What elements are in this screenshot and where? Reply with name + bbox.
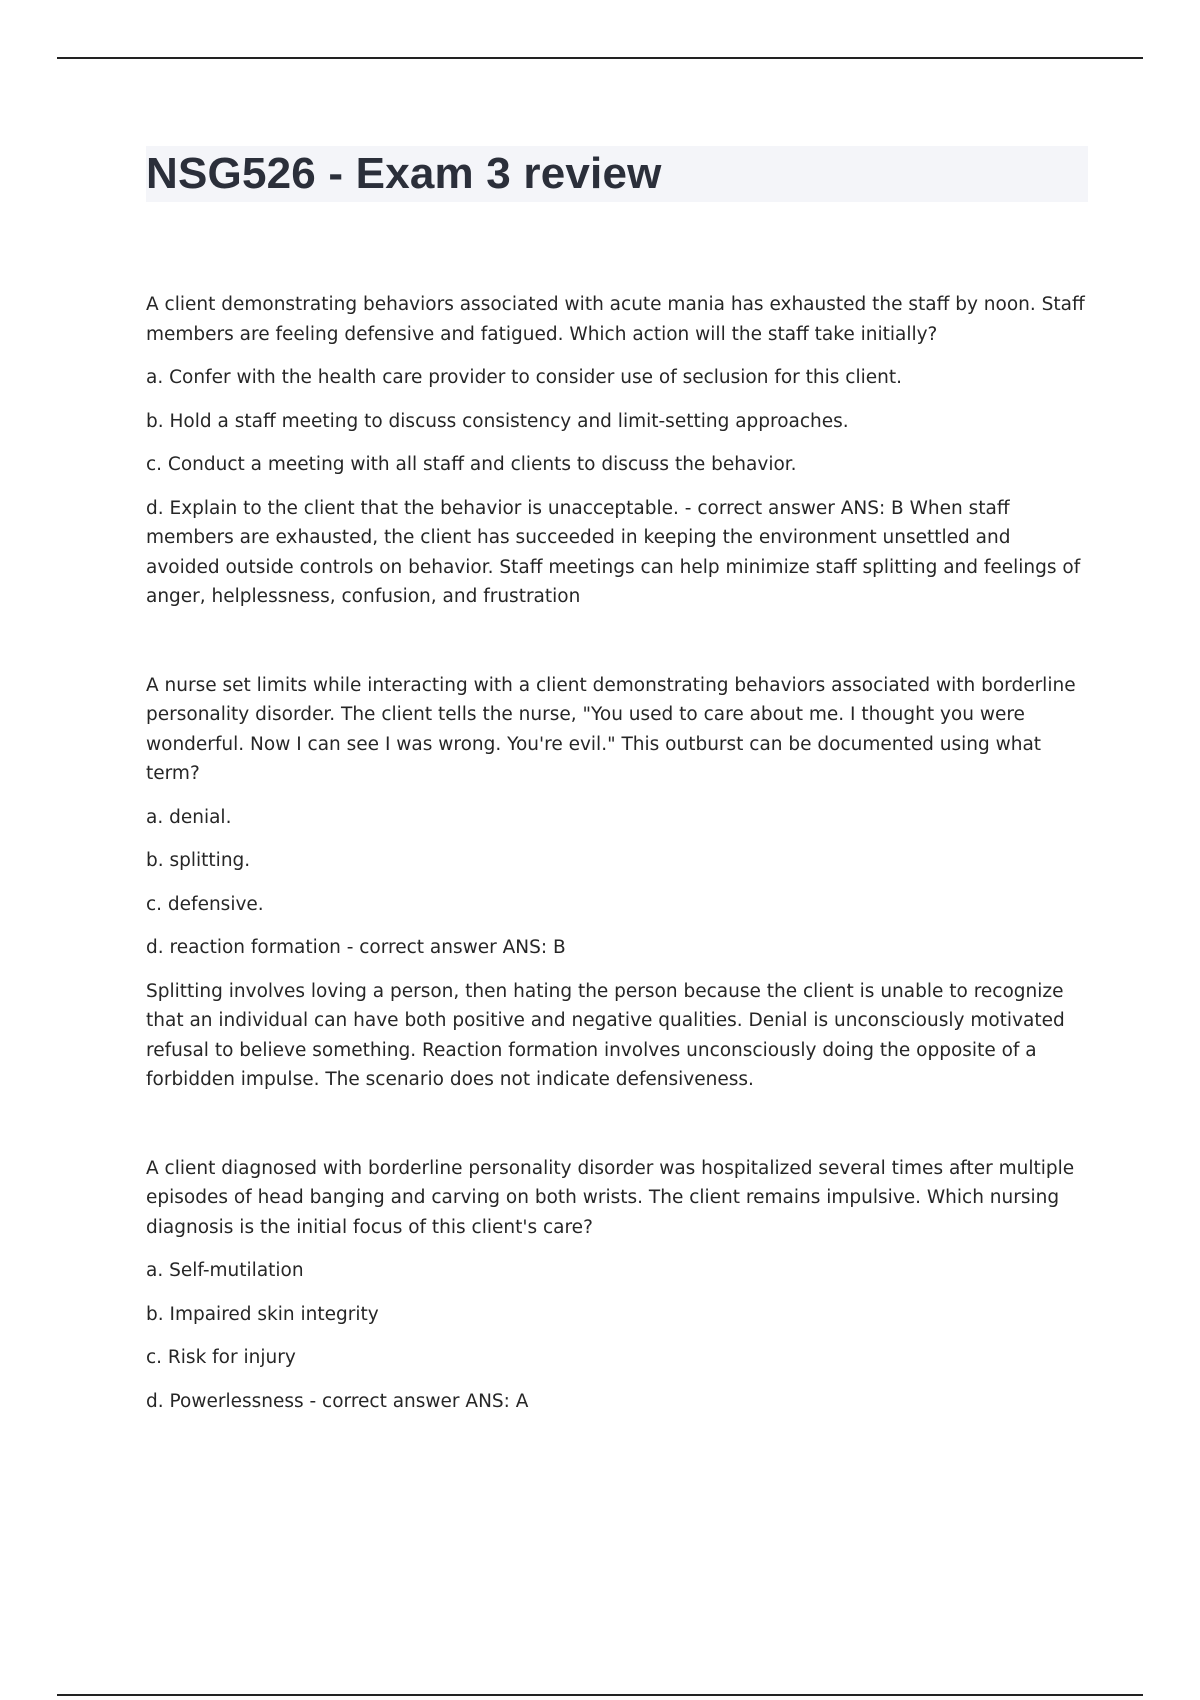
answer-option-a: a. denial. bbox=[146, 806, 232, 828]
answer-option-c: c. Conduct a meeting with all staff and clients to discuss the behavior. bbox=[146, 454, 797, 475]
question-stem: A client diagnosed with borderline personality disorder was hospitalized several times after multiple episodes of head banging and carving on both wrists. The client remains impulsive. Which nursing diagnosis is the initial focus of this client's care? bbox=[146, 1157, 1075, 1238]
question-block-3 bbox=[146, 1154, 1086, 1417]
answer-option-c: c. Risk for injury bbox=[146, 1347, 296, 1368]
document-body bbox=[146, 290, 1086, 1475]
answer-option-d: d. Explain to the client that the behavior is unacceptable. - correct answer ANS: B When staff members are exhausted, the client has succeeded in keeping the environment unsettled and avoided outside controls on behavior. Staff meetings can help minimize staff splitting and feelings of anger, helplessness, confusion, and frustration bbox=[146, 497, 1081, 607]
bottom-rule bbox=[57, 1694, 1143, 1696]
answer-option-c: c. defensive. bbox=[146, 893, 264, 915]
question-block-1 bbox=[146, 290, 1086, 612]
answer-option-b: b. Impaired skin integrity bbox=[146, 1303, 379, 1325]
question-stem: A client demonstrating behaviors associated with acute mania has exhausted the staff by noon. Staff members are feeling defensive and fatigued. Which action will the staff take initially? bbox=[146, 294, 1085, 345]
answer-option-b: b. Hold a staff meeting to discuss consistency and limit-setting approaches. bbox=[146, 410, 849, 432]
answer-option-d: d. reaction formation - correct answer ANS: B bbox=[146, 937, 566, 958]
document-title: NSG526 - Exam 3 review bbox=[146, 149, 662, 198]
answer-option-d: d. Powerlessness - correct answer ANS: A bbox=[146, 1390, 529, 1412]
top-rule bbox=[57, 57, 1143, 59]
answer-option-b: b. splitting. bbox=[146, 850, 251, 871]
answer-rationale: Splitting involves loving a person, then hating the person because the client is unable to recognize that an individual can have both positive and negative qualities. Denial is unconsciously motivated refusal to believe something. Reaction formation involves unconsciously doing the opposite of a forbidden impulse. The scenario does not indicate defensiveness. bbox=[146, 980, 1065, 1090]
answer-option-a: a. Confer with the health care provider to consider use of seclusion for this client. bbox=[146, 367, 902, 388]
question-block-2 bbox=[146, 671, 1086, 1095]
question-stem: A nurse set limits while interacting with a client demonstrating behaviors associated with borderline personality disorder. The client tells the nurse, "You used to care about me. I thought you were wonderful. Now I can see I was wrong. You're evil." This outburst can be documented using what term? bbox=[146, 674, 1076, 784]
answer-option-a: a. Self-mutilation bbox=[146, 1260, 304, 1281]
